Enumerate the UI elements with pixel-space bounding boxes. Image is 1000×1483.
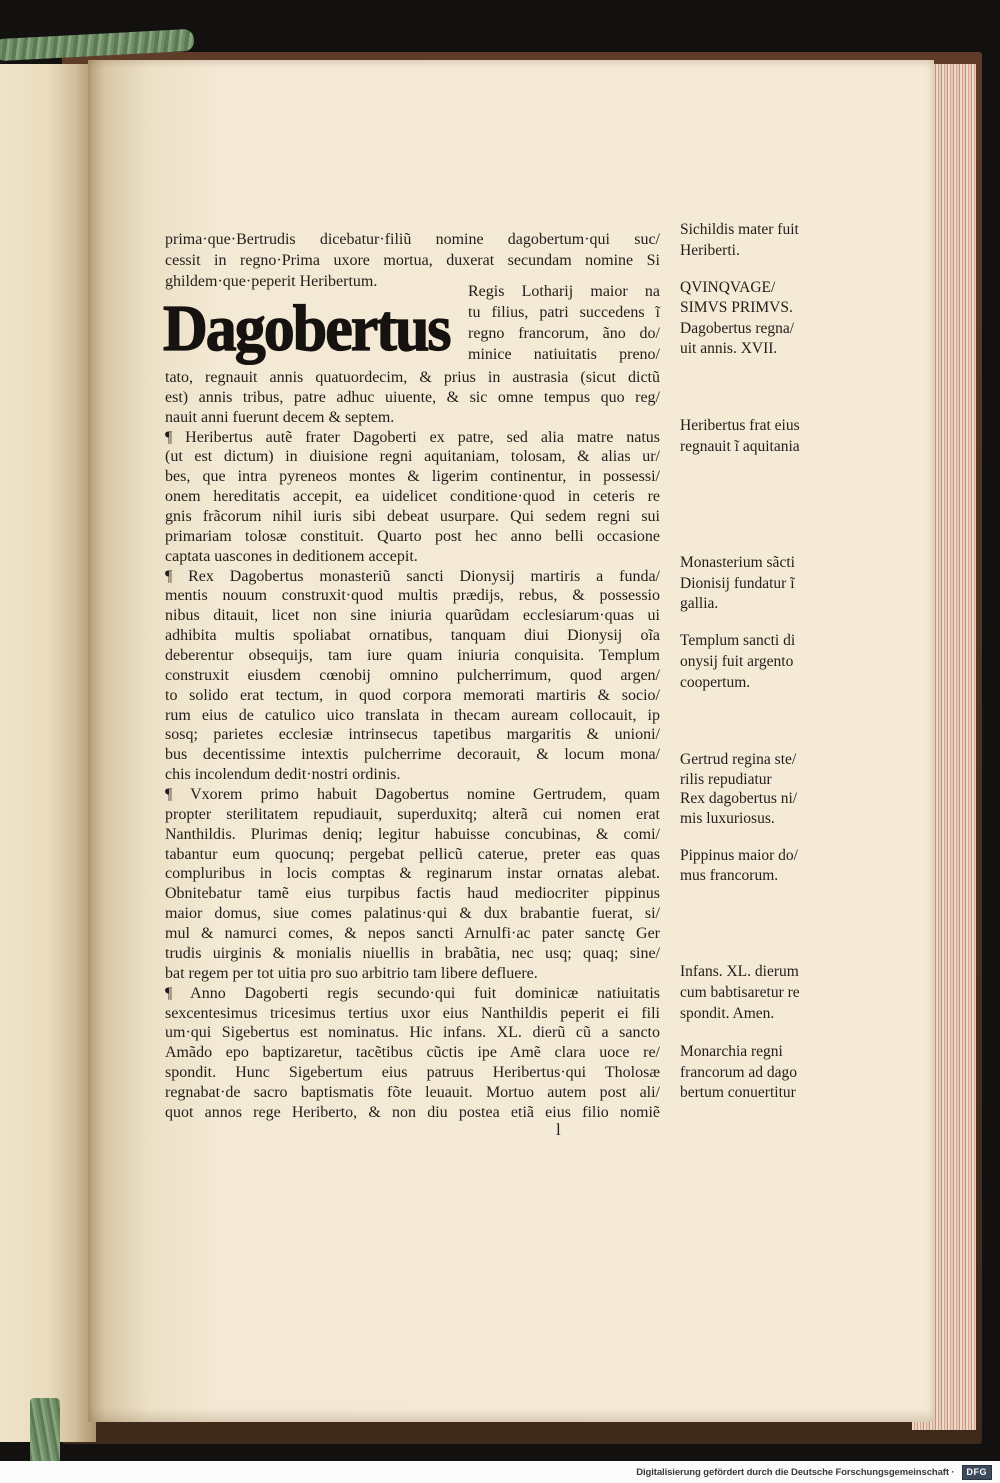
marginal-note: [680, 553, 840, 615]
marginal-note-line: Rex dagobertus ni/: [680, 790, 798, 807]
text-line: primariam tolosæ constituit. Quarto post hec anno belli occasione: [165, 527, 660, 545]
text-line: onem hereditatis accepit, ea uidelicet conditione·quod in ceteris re: [165, 488, 660, 506]
dfg-logo: DFG: [962, 1465, 993, 1480]
marginal-note-line: rilis repudiatur: [680, 770, 772, 788]
text-line: ghildem·que·peperit Heribertum.: [165, 273, 378, 290]
footer-bar: [0, 1461, 1000, 1483]
marginal-note: [680, 750, 840, 828]
bookmark-ribbon: [30, 1398, 60, 1464]
marginal-note-line: Gertrud regina ste/: [680, 751, 797, 768]
marginal-note-line: onysij fuit argento: [680, 653, 794, 670]
text-line: spondit. Hunc Sigebertum eius patruus Heribertus·qui Tholosæ: [165, 1064, 660, 1082]
text-line: regno francorum, ãno do/: [468, 325, 660, 342]
marginal-note-line: Monasterium sãcti: [680, 554, 795, 571]
text-line: ¶ Heribertus autẽ frater Dagoberti ex patre, sed alia matre natus: [165, 428, 660, 446]
text-line: quot annos rege Heriberto, & non diu postea etiã eius filio nomiẽ: [165, 1103, 660, 1121]
marginal-note: [680, 278, 840, 359]
marginal-note-line: Sichildis mater fuit: [680, 221, 799, 238]
marginal-note: [680, 961, 840, 1024]
text-line: to solido erat tectum, in quod corpora memorati martiris & socio/: [165, 686, 660, 704]
text-line: bat regem per tot uitia pro suo arbitrio tam libere defluere.: [165, 964, 538, 982]
marginal-note-line: bertum conuertitur: [680, 1084, 796, 1101]
text-line: sexcentesimus tricesimus tertius uxor eius Nanthildis peperit ei fili: [165, 1004, 660, 1022]
signature-mark: l: [556, 1120, 561, 1139]
text-line: tato, regnauit annis quatuordecim, & prius in austrasia (sicut dictũ: [165, 369, 660, 386]
text-line: bus decentissime intextis pulcherrime decorauit, & locum mona/: [165, 746, 660, 764]
marginal-note-line: coopertum.: [680, 674, 751, 691]
marginal-note: [680, 846, 840, 886]
text-line: trudis uirginis & monialis niuellis in brabãtia, nec usq; quaq; sine/: [165, 944, 660, 962]
marginal-note-line: Monarchia regni: [680, 1043, 783, 1060]
marginal-note-line: Heribertus frat eius: [680, 417, 800, 434]
text-line: ¶ Rex Dagobertus monasteriũ sancti Dionysij martiris a funda/: [165, 567, 660, 585]
marginal-note-line: francorum ad dago: [680, 1063, 798, 1081]
text-line: nibus ditauit, licet non sine iniuria quarũdam ecclesiarum·quas ui: [165, 607, 660, 625]
marginal-note: [680, 1042, 840, 1104]
chapter-heading: Dagobertus: [163, 292, 450, 365]
main-text: [165, 368, 660, 1123]
text-line: est) annis tribus, patre adhuc uiuente, & sic omne tempus quo reg/: [165, 388, 660, 406]
marginal-note-line: mis luxuriosus.: [680, 809, 775, 827]
marginal-note-line: cum babtisaretur re: [680, 984, 800, 1001]
marginal-note-line: QVINQVAGE/: [680, 279, 776, 296]
text-line: tu filius, patri succedens ĩ: [468, 304, 660, 321]
text-line: bes, que intra pyreneos montes & ligerim continentur, in possessi/: [165, 468, 660, 486]
text-line: um·qui Sigebertus est nominatus. Hic infans. XL. dierũ cũ a sancto: [165, 1024, 660, 1042]
text-line: Amãdo epo baptizaretur, tacẽtibus cũctis ipe Amẽ clara uoce re/: [165, 1044, 660, 1062]
marginal-note-line: gallia.: [680, 595, 719, 612]
text-line: compluribus in locis comptas & reginarum instar ornatas alebat.: [165, 865, 660, 883]
marginal-note: [680, 415, 840, 457]
text-line: tabantur eum quocunq; pergebat pellicũ caterue, preter eas quas: [165, 845, 660, 863]
heading-side-text: [468, 281, 660, 365]
text-line: adhibita multis spoliabat ornatibus, tanquam diui Dionysij oĩa: [165, 627, 660, 645]
text-line: (ut est dictum) in diuisione regni aquitaniam, tolosam, & alias ur/: [165, 448, 660, 466]
text-line: regnabat·de sacro baptismatis fõte leuauit. Mortuo autem post ali/: [165, 1083, 660, 1101]
text-line: mentis nouum construxit·quod multis prædijs, rebus, & possessio: [165, 587, 660, 605]
marginal-note-line: uit annis. XVII.: [680, 339, 778, 357]
text-line: Obnitebatur tamẽ eius turpibus factis haud mediocriter pippinus: [165, 885, 660, 903]
text-line: nauit anni fuerunt decem & septem.: [165, 408, 395, 426]
text-line: minice natiuitatis preno/: [468, 346, 660, 363]
text-line: gnis frãcorum nihil iuris sibi debeat usurpare. Qui sedem regni sui: [165, 508, 660, 526]
text-line: propter sterilitatem repudiauit, superduxitq; alterã cui nomen erat: [165, 805, 660, 823]
left-page: [0, 64, 96, 1442]
text-line: Nanthildis. Plurimas deniq; legitur habuisse concubinas, & comi/: [165, 825, 660, 843]
text-line: maior domus, siue comes palatinus·qui & dux brabantie fuerat, si/: [165, 905, 660, 923]
text-line: deberentur obsequijs, tam iure quam iniuria conquisita. Templum: [165, 647, 660, 665]
marginal-note-line: SIMVS PRIMVS.: [680, 299, 793, 317]
text-line: Regis Lotharij maior na: [468, 283, 660, 300]
text-line: ¶ Vxorem primo habuit Dagobertus nomine Gertrudem, quam: [165, 786, 660, 804]
text-line: ¶ Anno Dagoberti regis secundo·qui fuit dominicæ natiuitatis: [165, 984, 660, 1002]
text-line: construxit eiusdem cœnobij omnino pulcherrimum, quod argen/: [165, 666, 660, 684]
funding-caption: Digitalisierung gefördert durch die Deutsche Forschungsgemeinschaft ·: [636, 1466, 955, 1478]
marginal-note-line: Dagobertus regna/: [680, 319, 795, 337]
marginal-note: [680, 219, 840, 261]
marginal-note-line: Dionisij fundatur ĩ: [680, 574, 795, 592]
text-line: sosq; parietes ecclesiæ intrinsecus tapetibus margaritis & unioni/: [165, 726, 660, 744]
marginal-note-line: mus francorum.: [680, 867, 779, 884]
text-line: prima·que·Bertrudis dicebatur·filiũ nomine dagobertum·qui suc/: [165, 231, 660, 248]
marginal-note-line: Pippinus maior do/: [680, 847, 798, 864]
marginal-note: [680, 630, 840, 693]
text-line: chis incolendum dedit·nostri ordinis.: [165, 766, 401, 784]
marginal-note-line: Heriberti.: [680, 242, 740, 259]
text-line: cessit in regno·Prima uxore mortua, duxerat secundam nomine Si: [165, 252, 660, 269]
marginal-note-line: Infans. XL. dierum: [680, 963, 799, 980]
marginal-note-line: Templum sancti di: [680, 632, 796, 649]
text-line: mul & namurci comes, & nepos sancti Arnulfi·ac pater sanctę Ger: [165, 925, 660, 943]
text-line: captata uascones in deditionem accepit.: [165, 547, 418, 565]
text-line: rum eius de catulico uico translata in thecam auream collocauit, ip: [165, 706, 660, 724]
marginal-note-line: spondit. Amen.: [680, 1005, 775, 1022]
marginal-note-line: regnauit ĩ aquitania: [680, 438, 800, 455]
